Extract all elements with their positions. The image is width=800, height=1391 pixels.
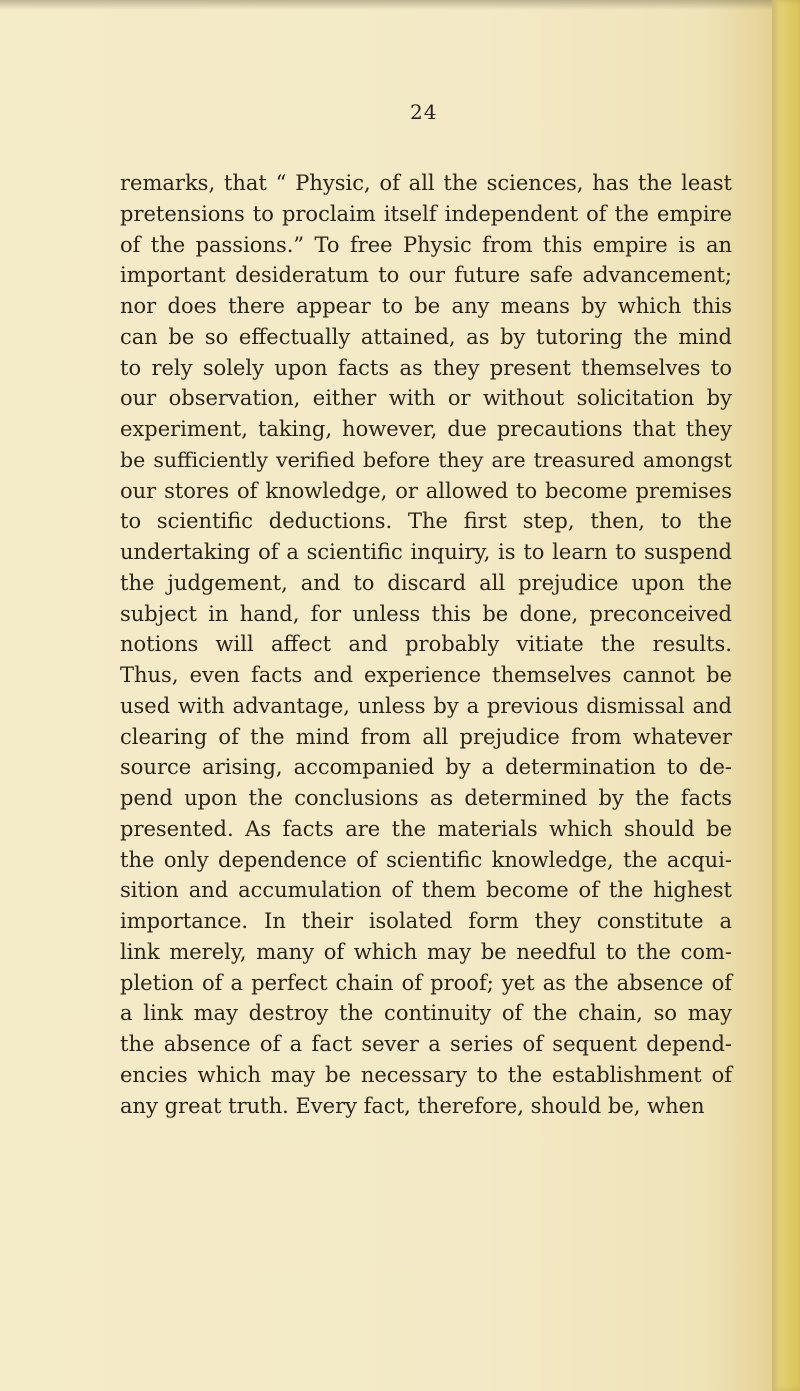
text-line: the only dependence of scientific knowledge, the acqui-: [120, 847, 732, 872]
text-line: can be so effectually attained, as by tutoring the mind: [120, 324, 732, 349]
text-line: presented. As facts are the materials which should be: [120, 816, 732, 841]
text-line: of the passions.” To free Physic from this empire is an: [120, 232, 732, 257]
text-line: the judgement, and to discard all prejudice upon the: [120, 570, 732, 595]
text-line: source arising, accompanied by a determination to de-: [120, 755, 732, 780]
text-line: undertaking of a scientific inquiry, is to learn to suspend: [120, 540, 732, 564]
text-line: notions will affect and probably vitiate the results.: [120, 632, 732, 657]
text-line: to rely solely upon facts as they present themselves to: [120, 355, 732, 380]
text-line: clearing of the mind from all prejudice from whatever: [120, 724, 732, 749]
text-line: important desideratum to our future safe advancement;: [120, 263, 732, 288]
text-line: to scientific deductions. The first step, then, to the: [120, 509, 732, 534]
body-text: [120, 168, 732, 1121]
text-line: Thus, even facts and experience themselves cannot be: [120, 663, 732, 687]
text-line: our observation, either with or without solicitation by: [120, 386, 732, 411]
text-line: pretensions to proclaim itself independent of the empire: [120, 201, 732, 226]
text-line: pletion of a perfect chain of proof; yet as the absence of: [120, 970, 732, 995]
text-line: the absence of a fact sever a series of sequent depend-: [120, 1032, 732, 1056]
text-line: link merely, many of which may be needful to the com-: [120, 939, 732, 964]
text-line: our stores of knowledge, or allowed to become premises: [120, 478, 732, 503]
text-line: experiment, taking, however, due precautions that they: [120, 417, 732, 441]
page-number: 24: [410, 100, 438, 124]
text-line: a link may destroy the continuity of the chain, so may: [120, 1001, 732, 1026]
text-line: be sufficiently verified before they are treasured amongst: [120, 447, 732, 472]
text-line: used with advantage, unless by a previous dismissal and: [120, 693, 732, 718]
text-line: importance. In their isolated form they constitute a: [120, 909, 732, 933]
page-edge: [772, 0, 800, 1391]
text-line: nor does there appear to be any means by which this: [120, 294, 732, 318]
text-line: encies which may be necessary to the establishment of: [120, 1062, 732, 1087]
text-line: remarks, that “ Physic, of all the sciences, has the least: [120, 171, 732, 195]
text-line: sition and accumulation of them become of the highest: [120, 878, 732, 903]
text-line: pend upon the conclusions as determined by the facts: [120, 786, 732, 810]
top-shadow: [0, 0, 800, 10]
text-line: subject in hand, for unless this be done, preconceived: [120, 601, 732, 626]
text-line: any great truth. Every fact, therefore, should be, when: [120, 1093, 705, 1118]
